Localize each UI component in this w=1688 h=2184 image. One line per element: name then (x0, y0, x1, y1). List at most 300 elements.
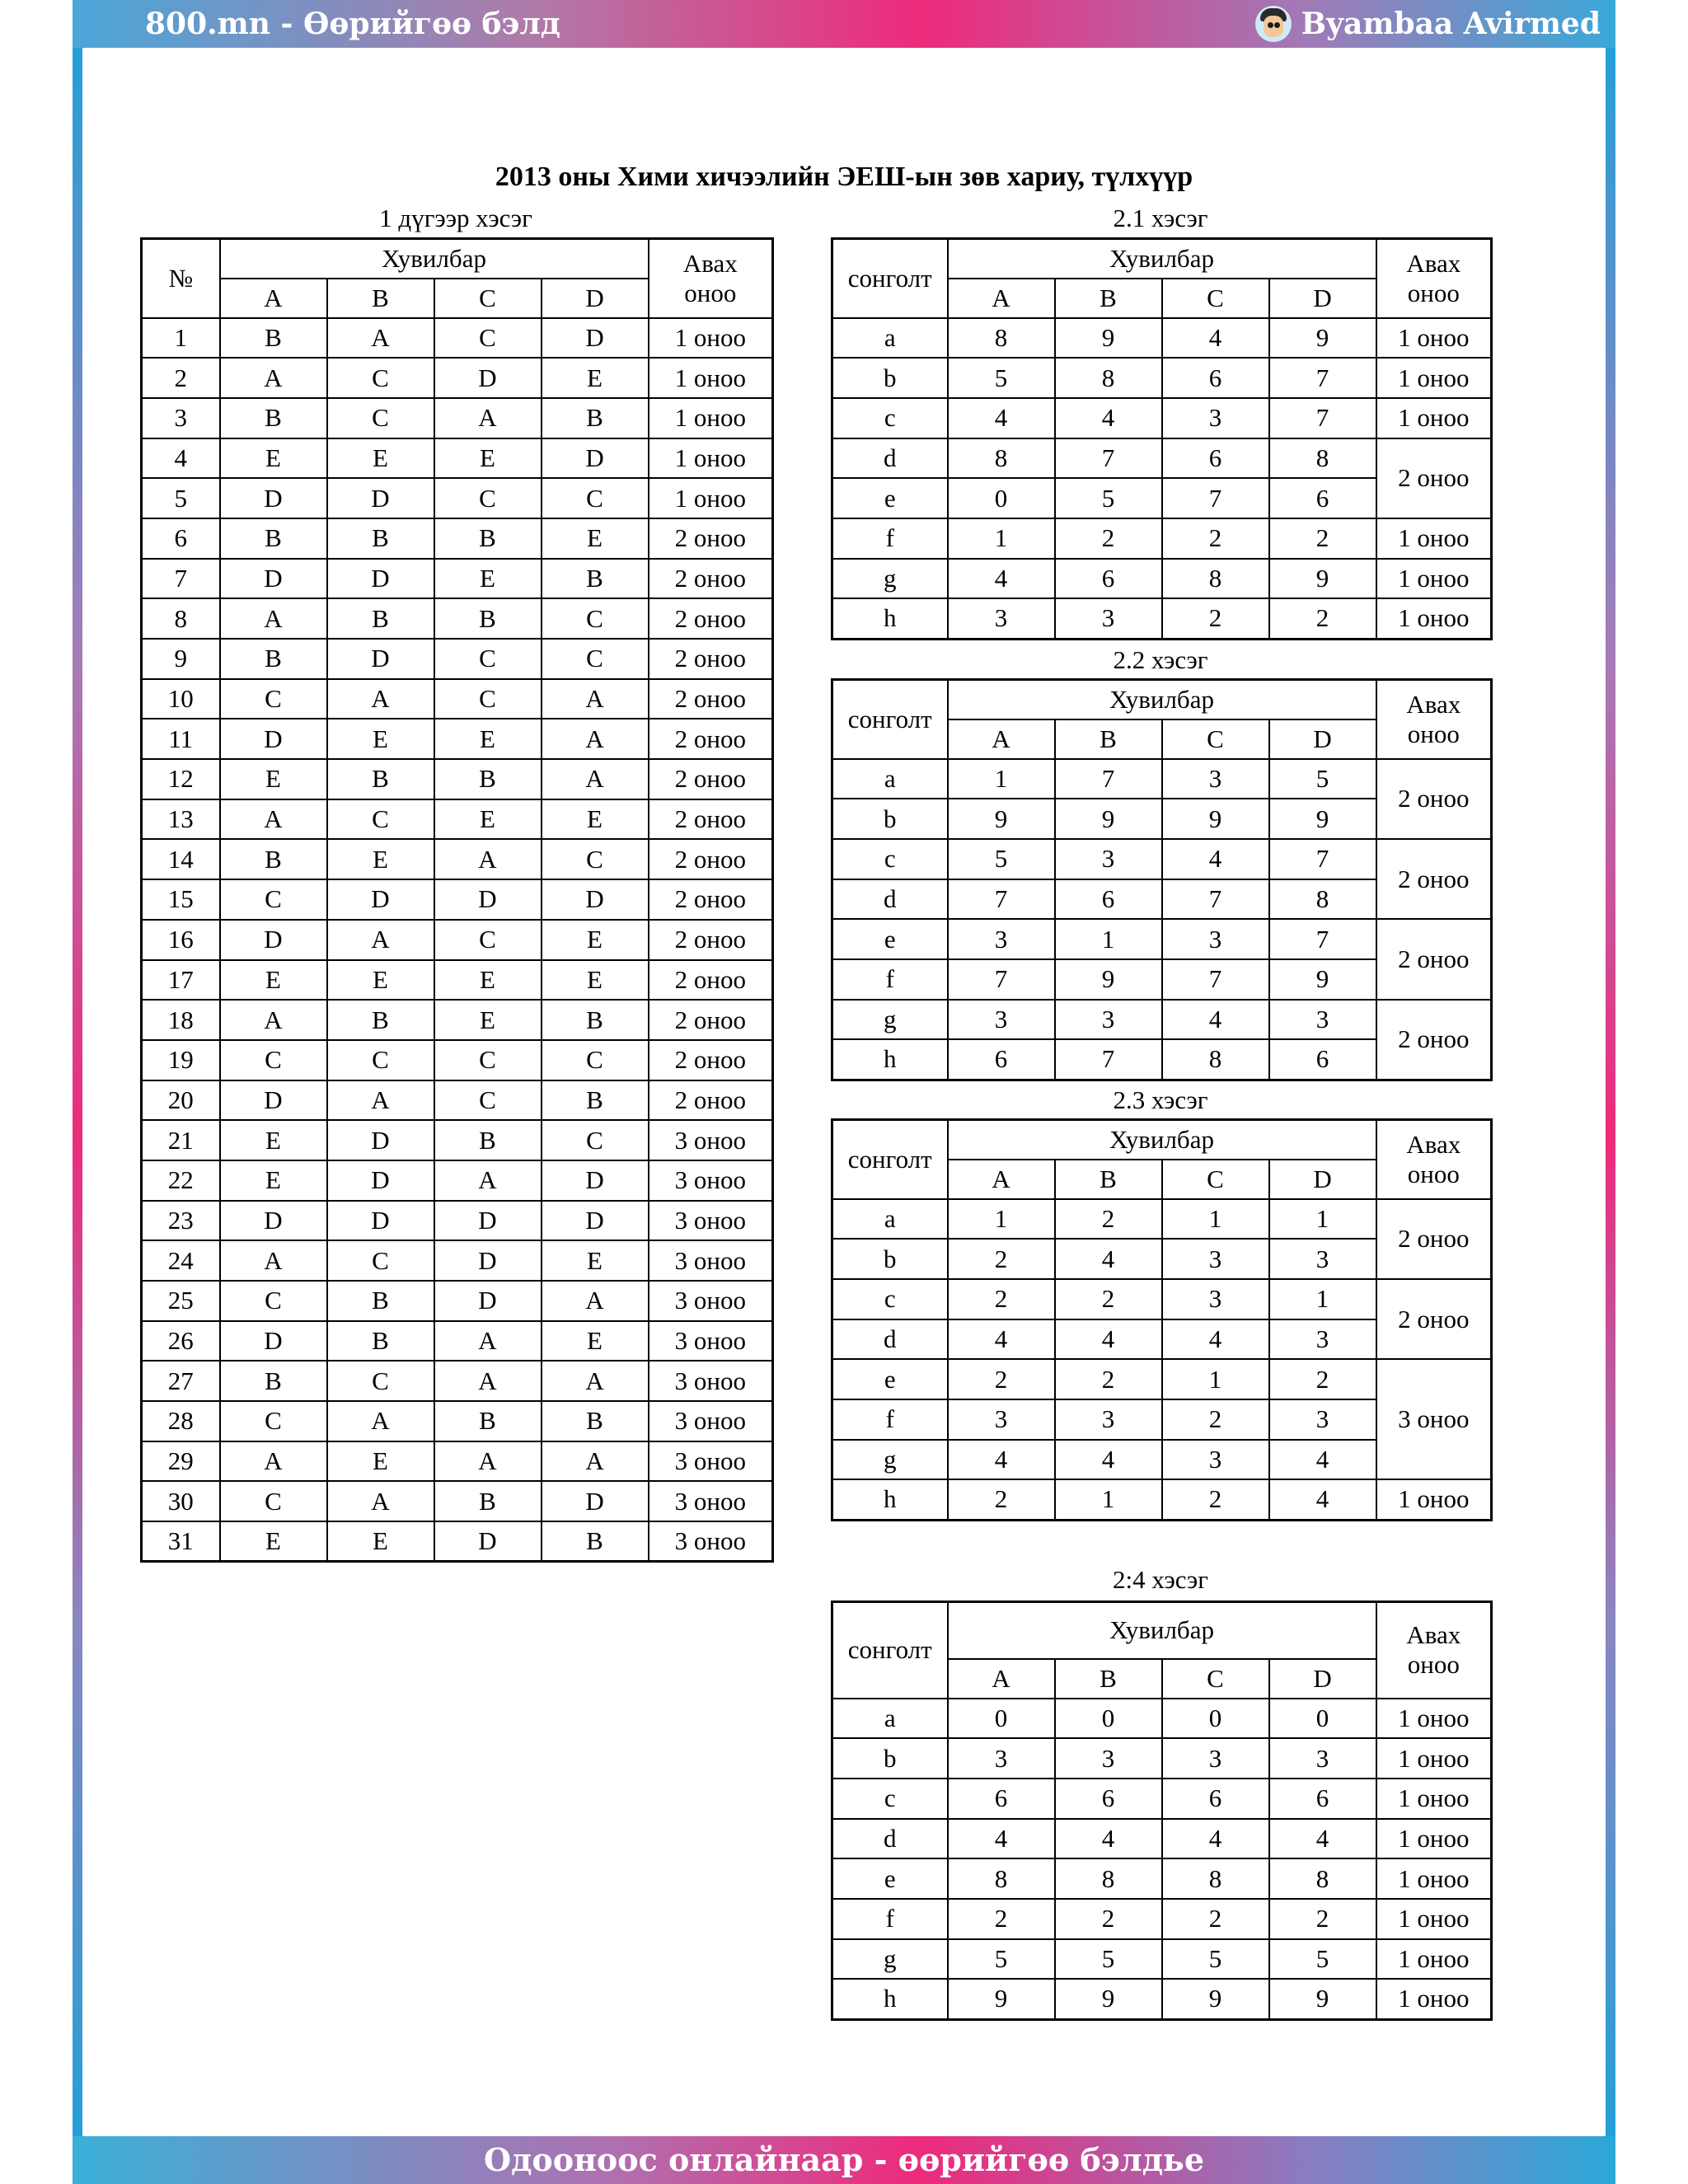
answer-cell: D (220, 478, 327, 518)
option-label: f (832, 518, 948, 559)
answer-cell: E (220, 1120, 327, 1160)
variant-b-header: B (327, 279, 434, 318)
score-cell: 2 оноо (1376, 1199, 1492, 1279)
question-number: 12 (142, 759, 220, 799)
variant-d-header: D (1269, 719, 1376, 759)
score-cell: 3 оноо (649, 1401, 773, 1441)
answer-cell: 4 (1055, 398, 1162, 438)
answer-cell: D (327, 478, 434, 518)
score-cell: 1 оноо (649, 318, 773, 359)
option-label: a (832, 759, 948, 799)
answer-cell: 3 (1269, 1738, 1376, 1779)
score-cell: 2 оноо (649, 799, 773, 840)
answer-cell: 8 (1162, 559, 1269, 599)
answer-cell: 3 (1269, 1239, 1376, 1279)
answer-cell: A (542, 1281, 649, 1321)
answer-cell: B (220, 398, 327, 438)
answer-cell: B (434, 1481, 542, 1521)
question-number: 4 (142, 438, 220, 479)
answer-cell: C (434, 1080, 542, 1121)
question-number: 26 (142, 1321, 220, 1361)
answer-cell: A (542, 759, 649, 799)
answer-cell: E (327, 1521, 434, 1562)
variant-c-header: C (1162, 1160, 1269, 1199)
answer-cell: 4 (1055, 1319, 1162, 1360)
answer-cell: E (327, 960, 434, 1001)
question-number: 15 (142, 879, 220, 920)
score-cell: 1 оноо (1376, 358, 1492, 398)
answer-cell: 8 (1269, 438, 1376, 479)
answer-cell: 8 (1269, 1858, 1376, 1899)
variant-c-header: C (1162, 719, 1269, 759)
score-cell: 1 оноо (1376, 398, 1492, 438)
answer-cell: B (327, 1000, 434, 1040)
table-row (142, 1361, 773, 1401)
table-row (832, 1359, 1492, 1399)
answer-cell: 1 (948, 1199, 1055, 1240)
option-label: c (832, 398, 948, 438)
variant-d-header: D (1269, 1659, 1376, 1699)
score-cell: 1 оноо (1376, 318, 1492, 359)
answer-cell: 3 (948, 598, 1055, 639)
answer-cell: 7 (1269, 919, 1376, 959)
answer-cell: D (542, 1481, 649, 1521)
answer-cell: E (220, 960, 327, 1001)
part2-1-caption: 2.1 хэсэг (1113, 204, 1208, 232)
answer-cell: 2 (1055, 1899, 1162, 1939)
variant-b-header: B (1055, 1659, 1162, 1699)
variant-header: Хувилбар (220, 239, 649, 279)
option-label: g (832, 1440, 948, 1480)
answer-cell: B (220, 1361, 327, 1401)
answer-cell: 5 (1162, 1939, 1269, 1980)
table-row (832, 759, 1492, 799)
table-row (832, 559, 1492, 599)
table-row (142, 438, 773, 479)
answer-cell: B (542, 1080, 649, 1121)
answer-cell: A (220, 799, 327, 840)
answer-cell: E (542, 358, 649, 398)
question-number: 18 (142, 1000, 220, 1040)
score-cell: 1 оноо (1376, 518, 1492, 559)
question-number: 24 (142, 1240, 220, 1281)
author-badge[interactable] (1255, 5, 1601, 43)
answer-cell: E (327, 719, 434, 759)
question-number: 2 (142, 358, 220, 398)
answer-cell: 3 (1269, 1000, 1376, 1040)
option-label: a (832, 1199, 948, 1240)
score-cell: 2 оноо (649, 719, 773, 759)
table-row (832, 398, 1492, 438)
answer-cell: 2 (948, 1479, 1055, 1520)
variant-a-header: A (220, 279, 327, 318)
question-number: 14 (142, 839, 220, 879)
answer-cell: 9 (1269, 799, 1376, 839)
document-title: 2013 оны Хими хичээлийн ЭЕШ-ын зөв хариу, түлхүүр (495, 162, 1193, 192)
answer-cell: 4 (1162, 1000, 1269, 1040)
score-cell: 3 оноо (649, 1481, 773, 1521)
score-cell: 2 оноо (649, 759, 773, 799)
table-row (142, 598, 773, 639)
answer-cell: C (220, 1481, 327, 1521)
answer-cell: A (327, 679, 434, 719)
answer-cell: B (434, 759, 542, 799)
option-label: e (832, 478, 948, 518)
answer-cell: 7 (1055, 1039, 1162, 1080)
answer-cell: 9 (948, 1979, 1055, 2019)
answer-cell: C (220, 1281, 327, 1321)
answer-cell: A (220, 1441, 327, 1482)
table-row (142, 1120, 773, 1160)
score-cell: 1 оноо (1376, 1479, 1492, 1520)
score-header-line2: оноо (1407, 278, 1460, 307)
table-header-row (832, 1120, 1492, 1160)
answer-cell: D (327, 639, 434, 679)
table-row (832, 1738, 1492, 1779)
question-number: 16 (142, 920, 220, 960)
option-label: a (832, 318, 948, 359)
answer-cell: 2 (1269, 1899, 1376, 1939)
option-label: g (832, 559, 948, 599)
table-row (142, 1401, 773, 1441)
answer-cell: D (542, 1160, 649, 1201)
answer-cell: 4 (948, 1319, 1055, 1360)
table-row (142, 920, 773, 960)
answer-cell: 7 (948, 959, 1055, 1000)
answer-cell: 2 (1269, 518, 1376, 559)
option-header: сонголт (832, 1602, 948, 1699)
score-cell: 3 оноо (649, 1361, 773, 1401)
answer-cell: D (542, 318, 649, 359)
answer-cell: 7 (1269, 398, 1376, 438)
score-cell: 2 оноо (649, 559, 773, 599)
table-row (142, 559, 773, 599)
score-cell: 3 оноо (649, 1160, 773, 1201)
answer-cell: 8 (948, 438, 1055, 479)
answer-cell: C (327, 799, 434, 840)
answer-cell: 5 (1055, 478, 1162, 518)
answer-cell: E (434, 799, 542, 840)
answer-cell: C (434, 478, 542, 518)
variant-header: Хувилбар (948, 1120, 1376, 1160)
score-cell: 3 оноо (649, 1120, 773, 1160)
answer-cell: 7 (1162, 879, 1269, 920)
option-label: h (832, 1039, 948, 1080)
site-brand[interactable]: 800.mn - Өөрийгөө бэлд (145, 7, 560, 41)
answer-cell: 2 (1162, 1899, 1269, 1939)
answer-cell: A (542, 1441, 649, 1482)
score-header-line2: оноо (1407, 1159, 1460, 1188)
table-row (142, 1521, 773, 1562)
answer-cell: C (220, 879, 327, 920)
score-header-line2: оноо (1407, 719, 1460, 748)
variant-a-header: A (948, 719, 1055, 759)
answer-cell: B (327, 1321, 434, 1361)
answer-cell: 9 (1269, 959, 1376, 1000)
score-header (1376, 1602, 1492, 1699)
option-label: d (832, 879, 948, 920)
answer-cell: D (434, 879, 542, 920)
answer-cell: 9 (1055, 1979, 1162, 2019)
answer-cell: 3 (948, 1738, 1055, 1779)
question-number: 5 (142, 478, 220, 518)
answer-cell: 3 (1162, 1239, 1269, 1279)
score-cell: 1 оноо (1376, 1738, 1492, 1779)
table-row (142, 478, 773, 518)
score-cell: 3 оноо (649, 1321, 773, 1361)
answer-cell: 3 (1162, 1738, 1269, 1779)
option-label: f (832, 1899, 948, 1939)
table-row (142, 1281, 773, 1321)
question-number: 27 (142, 1361, 220, 1401)
answer-cell: A (327, 920, 434, 960)
score-cell: 1 оноо (1376, 1899, 1492, 1939)
answer-cell: C (434, 920, 542, 960)
score-cell: 3 оноо (1376, 1359, 1492, 1479)
answer-cell: D (434, 358, 542, 398)
question-number: 29 (142, 1441, 220, 1482)
score-cell: 2 оноо (649, 1040, 773, 1080)
question-number: 1 (142, 318, 220, 359)
answer-cell: B (542, 559, 649, 599)
answer-cell: 7 (948, 879, 1055, 920)
answer-cell: 6 (1269, 1039, 1376, 1080)
answer-cell: 6 (1055, 1779, 1162, 1819)
table-row (832, 1819, 1492, 1859)
answer-cell: 7 (1162, 959, 1269, 1000)
answer-cell: A (434, 1441, 542, 1482)
answer-cell: 9 (1055, 799, 1162, 839)
answer-cell: E (434, 1000, 542, 1040)
score-header-line1: Авах (1406, 1620, 1461, 1650)
answer-cell: E (542, 518, 649, 559)
score-cell: 1 оноо (649, 398, 773, 438)
table-header-row (832, 1602, 1492, 1659)
answer-cell: 1 (1162, 1359, 1269, 1399)
answer-cell: 5 (1055, 1939, 1162, 1980)
answer-cell: 8 (948, 318, 1055, 359)
answer-cell: 3 (1055, 1399, 1162, 1440)
answer-cell: 2 (1055, 1359, 1162, 1399)
answer-cell: D (327, 879, 434, 920)
table-row (142, 799, 773, 840)
answer-cell: C (220, 1401, 327, 1441)
answer-cell: B (434, 518, 542, 559)
answer-cell: 4 (1162, 318, 1269, 359)
score-cell: 2 оноо (1376, 438, 1492, 518)
question-number: 21 (142, 1120, 220, 1160)
answer-cell: 4 (948, 398, 1055, 438)
answer-cell: 4 (1269, 1479, 1376, 1520)
score-cell: 2 оноо (1376, 919, 1492, 999)
part2-4-caption: 2:4 хэсэг (1113, 1565, 1208, 1594)
question-number: 6 (142, 518, 220, 559)
table-row (142, 1080, 773, 1121)
answer-cell: 5 (1269, 759, 1376, 799)
question-number: 31 (142, 1521, 220, 1562)
score-cell: 2 оноо (649, 920, 773, 960)
answer-cell: C (542, 1040, 649, 1080)
answer-cell: C (434, 1040, 542, 1080)
score-cell: 3 оноо (649, 1201, 773, 1241)
answer-cell: B (327, 518, 434, 559)
answer-cell: 4 (1162, 1819, 1269, 1859)
table-row (142, 318, 773, 359)
option-label: h (832, 1979, 948, 2019)
score-header (1376, 239, 1492, 318)
answer-cell: D (327, 559, 434, 599)
answer-cell: E (542, 1321, 649, 1361)
variant-b-header: B (1055, 1160, 1162, 1199)
variant-a-header: A (948, 279, 1055, 318)
answer-cell: E (327, 839, 434, 879)
table-row (832, 1779, 1492, 1819)
score-cell: 1 оноо (1376, 1979, 1492, 2019)
answer-cell: 4 (1269, 1440, 1376, 1480)
variant-d-header: D (1269, 1160, 1376, 1199)
score-cell: 1 оноо (1376, 598, 1492, 639)
answer-cell: C (542, 478, 649, 518)
answer-cell: 7 (1269, 839, 1376, 879)
answer-cell: 6 (1055, 879, 1162, 920)
score-cell: 2 оноо (1376, 1279, 1492, 1359)
question-number: 10 (142, 679, 220, 719)
option-label: d (832, 438, 948, 479)
answer-cell: A (220, 1240, 327, 1281)
answer-cell: E (327, 438, 434, 479)
variant-b-header: B (1055, 279, 1162, 318)
question-number: 11 (142, 719, 220, 759)
answer-cell: B (327, 1281, 434, 1321)
answer-cell: C (327, 1361, 434, 1401)
answer-cell: C (542, 839, 649, 879)
variant-c-header: C (1162, 1659, 1269, 1699)
answer-cell: D (220, 719, 327, 759)
answer-cell: 3 (1162, 759, 1269, 799)
variant-a-header: A (948, 1160, 1055, 1199)
variant-c-header: C (1162, 279, 1269, 318)
answer-cell: 4 (1055, 1819, 1162, 1859)
table-row (832, 1279, 1492, 1319)
table-row (142, 639, 773, 679)
footer-slogan: Одооноос онлайнаар - өөрийгөө бэлдье (483, 2141, 1205, 2178)
answer-cell: D (220, 1321, 327, 1361)
table-row (832, 1699, 1492, 1739)
answer-cell: 4 (948, 1819, 1055, 1859)
answer-cell: 9 (1269, 559, 1376, 599)
option-label: d (832, 1319, 948, 1360)
variant-header: Хувилбар (948, 239, 1376, 279)
answer-cell: C (220, 679, 327, 719)
table-row (142, 398, 773, 438)
answer-cell: C (542, 598, 649, 639)
table-row (832, 598, 1492, 639)
answer-cell: B (220, 518, 327, 559)
answer-cell: 5 (948, 1939, 1055, 1980)
score-cell: 3 оноо (649, 1441, 773, 1482)
answer-cell: E (434, 438, 542, 479)
answer-cell: 8 (948, 1858, 1055, 1899)
part2-2-answer-table (831, 678, 1493, 1081)
option-label: f (832, 959, 948, 1000)
answer-cell: 1 (1162, 1199, 1269, 1240)
score-cell: 2 оноо (1376, 839, 1492, 919)
answer-cell: B (434, 1401, 542, 1441)
answer-cell: A (220, 598, 327, 639)
option-header: сонголт (832, 239, 948, 318)
answer-cell: 4 (1269, 1819, 1376, 1859)
answer-cell: D (542, 879, 649, 920)
answer-cell: C (434, 318, 542, 359)
answer-cell: 1 (1269, 1279, 1376, 1319)
answer-cell: A (220, 1000, 327, 1040)
answer-cell: E (542, 960, 649, 1001)
table-row (142, 1000, 773, 1040)
answer-cell: 6 (1162, 358, 1269, 398)
question-number: 9 (142, 639, 220, 679)
table-row (142, 1201, 773, 1241)
answer-cell: A (542, 719, 649, 759)
answer-cell: A (542, 679, 649, 719)
answer-cell: C (327, 398, 434, 438)
answer-cell: E (327, 1441, 434, 1482)
question-number: 20 (142, 1080, 220, 1121)
answer-cell: 9 (1162, 799, 1269, 839)
score-cell: 2 оноо (649, 839, 773, 879)
part2-3-caption: 2.3 хэсэг (1113, 1085, 1208, 1114)
question-number: 22 (142, 1160, 220, 1201)
answer-cell: E (434, 559, 542, 599)
table-row (832, 438, 1492, 479)
answer-cell: 5 (948, 839, 1055, 879)
answer-cell: B (542, 1401, 649, 1441)
answer-cell: A (542, 1361, 649, 1401)
answer-cell: 4 (948, 1440, 1055, 1480)
answer-cell: B (220, 839, 327, 879)
score-cell: 1 оноо (1376, 1779, 1492, 1819)
answer-cell: A (220, 358, 327, 398)
table-row (142, 1321, 773, 1361)
table-header-row (832, 680, 1492, 719)
score-cell: 2 оноо (649, 1080, 773, 1121)
table-row (832, 919, 1492, 959)
option-label: e (832, 919, 948, 959)
answer-cell: 3 (1162, 398, 1269, 438)
question-number: 19 (142, 1040, 220, 1080)
answer-cell: 2 (1055, 518, 1162, 559)
option-label: b (832, 799, 948, 839)
answer-cell: 2 (948, 1359, 1055, 1399)
option-label: d (832, 1819, 948, 1859)
answer-cell: 1 (948, 759, 1055, 799)
table-row (142, 358, 773, 398)
answer-cell: 3 (948, 919, 1055, 959)
answer-cell: D (434, 1201, 542, 1241)
answer-cell: B (220, 639, 327, 679)
table-row (142, 960, 773, 1001)
table-row (142, 1441, 773, 1482)
option-label: c (832, 839, 948, 879)
table-row (832, 1858, 1492, 1899)
answer-cell: A (327, 318, 434, 359)
option-header: сонголт (832, 680, 948, 759)
table-row (832, 1939, 1492, 1980)
answer-cell: C (327, 1040, 434, 1080)
table-row (832, 839, 1492, 879)
table-row (142, 759, 773, 799)
answer-cell: 9 (1269, 318, 1376, 359)
option-header: сонголт (832, 1120, 948, 1199)
